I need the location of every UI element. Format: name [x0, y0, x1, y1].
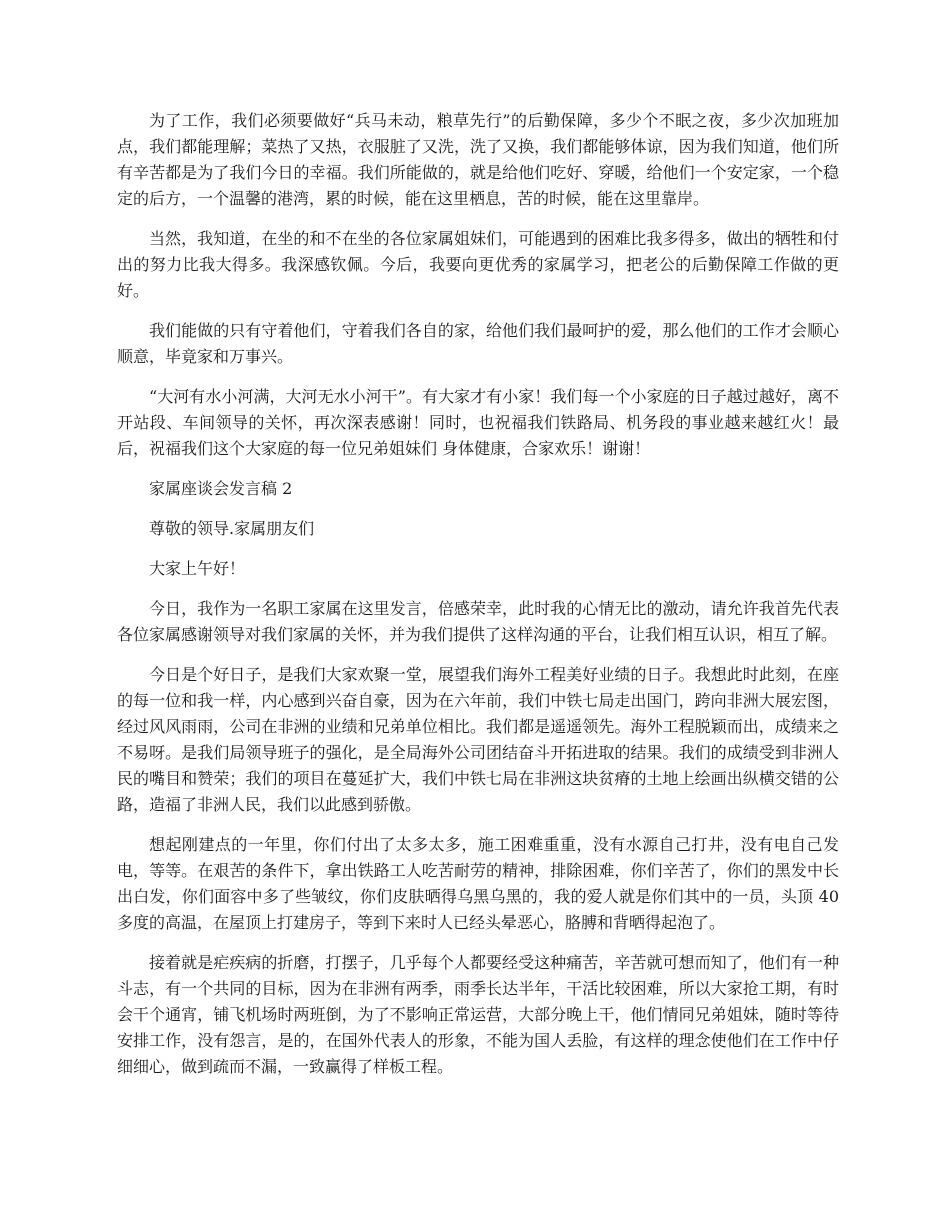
paragraph-1: 为了工作，我们必须要做好“兵马未动，粮草先行”的后勤保障，多少个不眠之夜，多少次加班加点，我们都能理解；菜热了又热，衣服脏了又洗，洗了又换，我们都能够体谅，因为我们知道，他们所有辛苦都是为了我们今日的幸福。我们所能做的，就是给他们吃好、穿暖，给他们一个安定家，一个稳定的后方，一个温馨的港湾，累的时候，能在这里栖息，苦的时候，能在这里靠岸。 [117, 111, 839, 208]
greeting: 大家上午好！ [149, 559, 246, 578]
paragraph-10: 想起刚建点的一年里，你们付出了太多太多，施工困难重重，没有水源自己打井，没有电自己发电，等等。在艰苦的条件下，拿出铁路工人吃苦耐劳的精神，排除困难，你们辛苦了，你们的黑发中长出白发，你们面容中多了些皱纹，你们皮肤晒得乌黑乌黑的，我的爱人就是你们其中的一员，头顶 40 多度的高温，在屋顶上打建房子，等到下来时人已经头晕恶心，胳膊和背晒得起泡了。 [117, 835, 839, 932]
paragraph-2: 当然，我知道，在坐的和不在坐的各位家属姐妹们，可能遇到的困难比我多得多，做出的牺牲和付出的努力比我大得多。我深感钦佩。今后，我要向更优秀的家属学习，把老公的后勤保障工作做的更好。 [117, 229, 839, 300]
paragraph-8: 今日，我作为一名职工家属在这里发言，倍感荣幸，此时我的心情无比的激动，请允许我首先代表各位家属感谢领导对我们家属的关怀，并为我们提供了这样沟通的平台，让我们相互认识，相互了解。 [117, 599, 839, 644]
document-page [117, 108, 839, 1094]
paragraph-11: 接着就是疟疾病的折磨，打摆子，几乎每个人都要经受这种痛苦，辛苦就可想而知了，他们有一种斗志，有一个共同的目标，因为在非洲有两季，雨季长达半年，干活比较困难，所以大家抢工期，有时会干个通宵，铺飞机场时两班倒，为了不影响正常运营，大部分晚上干，他们情同兄弟姐妹，随时等待安排工作，没有怨言，是的，在国外代表人的形象，不能为国人丢脸，有这样的理念使他们在工作中仔细细心，做到疏而不漏，一致赢得了样板工程。 [117, 953, 839, 1076]
paragraph-3: 我们能做的只有守着他们，守着我们各自的家，给他们我们最呵护的爱，那么他们的工作才会顺心顺意，毕竟家和万事兴。 [117, 321, 839, 366]
section-title: 家属座谈会发言稿 2 [149, 479, 293, 498]
paragraph-9: 今日是个好日子，是我们大家欢聚一堂，展望我们海外工程美好业绩的日子。我想此时此刻，在座的每一位和我一样，内心感到兴奋自豪，因为在六年前，我们中铁七局走出国门，跨向非洲大展宏图，经过风风雨雨，公司在非洲的业绩和兄弟单位相比。我们都是遥遥领先。海外工程脱颖而出，成绩来之不易呀。是我们局领导班子的强化，是全局海外公司团结奋斗开拓进取的结果。我们的成绩受到非洲人民的嘴目和赞荣；我们的项目在蔓延扩大，我们中铁七局在非洲这块贫瘠的土地上绘画出纵横交错的公路，造福了非洲人民，我们以此感到骄傲。 [117, 665, 839, 814]
salutation: 尊敬的领导.家属朋友们 [149, 519, 315, 538]
paragraph-4: “大河有水小河满，大河无水小河干”。有大家才有小家！我们每一个小家庭的日子越过越好，离不开站段、车间领导的关怀，再次深表感谢！同时，也祝福我们铁路局、机务段的事业越来越红火！最后，祝福我们这个大家庭的每一位兄弟姐妹们 身体健康，合家欢乐！谢谢！ [117, 387, 839, 458]
